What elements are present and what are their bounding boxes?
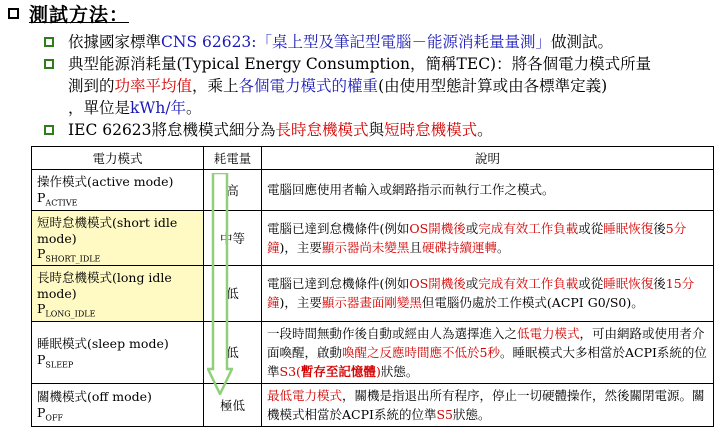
description-segment: 。睡眠模式大多相當於ACPI系統的位準 xyxy=(267,344,707,379)
green-square-bullet-icon xyxy=(44,125,54,135)
description-segment: 完成有效工作負載 xyxy=(478,276,579,292)
table-row xyxy=(32,210,714,266)
description-segment: 完成有效工作負載 xyxy=(478,220,579,236)
description-segment: 5分鐘 xyxy=(267,220,687,255)
power-mode-name: 關機模式(off mode) xyxy=(37,388,152,404)
description-segment: 狀態。 xyxy=(452,406,491,422)
power-mode-cell xyxy=(32,210,204,266)
square-bullet-icon xyxy=(8,8,19,19)
bullet-2 xyxy=(44,53,704,119)
bullet-2-line-1: 典型能源消耗量(Typical Energy Consumption，簡稱TEC)：將各個電力模式所量 xyxy=(68,55,652,73)
description-segment: OS開機後 xyxy=(409,220,466,236)
description-segment: 顯示器畫面剛變黑 xyxy=(321,295,422,311)
power-symbol-subscript: ACTIVE xyxy=(45,198,78,208)
table-header-row xyxy=(32,147,714,170)
power-symbol-subscript: SHORT_IDLE xyxy=(45,254,101,263)
description-segment: )，主要 xyxy=(279,239,322,255)
description-segment: ，可由網路或使用者介面喚醒，啟動 xyxy=(267,325,705,360)
decreasing-power-arrow-icon xyxy=(207,173,233,395)
bullet-3-short-idle: 短時怠機模式 xyxy=(384,121,478,139)
power-symbol: P xyxy=(37,301,46,316)
power-mode-name: 睡眠模式(sleep mode) xyxy=(37,336,169,352)
description-segment: )，主要 xyxy=(279,295,322,311)
green-square-bullet-icon xyxy=(44,59,54,69)
description-segment: 喚醒之反應時間應不低於5秒 xyxy=(342,344,500,360)
description-segment: 或 xyxy=(465,220,479,236)
bullet-3 xyxy=(44,119,704,141)
description-segment: S3( xyxy=(279,363,301,379)
description-segment: 電腦回應使用者輸入或網路指示而執行工作之模式。 xyxy=(267,182,555,198)
power-mode-name: 操作模式(active mode) xyxy=(37,174,174,189)
power-mode-cell xyxy=(32,321,204,383)
bullet-1-text: 依據國家標準 xyxy=(68,33,162,51)
bullet-3-text: IEC 62623將怠機模式細分為 xyxy=(68,121,276,139)
description-segment: 後 xyxy=(653,276,666,292)
description-segment: 睡眠恢復 xyxy=(603,276,654,292)
description-segment: 且 xyxy=(409,239,422,255)
consumption-level: 中等 xyxy=(204,210,262,266)
description-segment: 。 xyxy=(496,239,510,255)
description-segment: ) xyxy=(375,363,381,379)
table-row xyxy=(32,383,714,426)
description-segment: 或從 xyxy=(578,276,604,292)
mode-description xyxy=(262,266,714,322)
description-segment: 最低電力模式 xyxy=(267,387,343,403)
bullet-2-text: 測到的 xyxy=(68,77,115,95)
bullet-3-long-idle: 長時怠機模式 xyxy=(275,121,369,139)
power-symbol: P xyxy=(37,352,46,368)
bullet-2-highlight-power: 功率平均值 xyxy=(114,77,193,95)
power-symbol: P xyxy=(37,190,46,205)
power-mode-cell xyxy=(32,170,204,211)
description-segment: 或從 xyxy=(578,220,604,236)
bullet-1 xyxy=(44,31,704,53)
consumption-level: 低 xyxy=(204,321,262,383)
description-segment: 硬碟持續運轉 xyxy=(421,239,497,255)
power-mode-cell xyxy=(32,266,204,322)
description-segment: 低電力模式 xyxy=(517,325,580,341)
bullet-2-highlight-weight: 各個電力模式的權重 xyxy=(238,77,379,95)
description-segment: S5 xyxy=(436,406,453,422)
consumption-level: 高 xyxy=(204,170,262,211)
green-square-bullet-icon xyxy=(44,37,54,47)
power-mode-cell xyxy=(32,383,204,426)
description-segment: 狀態。 xyxy=(380,363,419,379)
power-mode-table xyxy=(31,146,714,427)
description-segment: 暫存至記憶體 xyxy=(300,363,376,379)
mode-description xyxy=(262,170,714,211)
consumption-level: 低 xyxy=(204,266,262,322)
bullet-2-text: 。 xyxy=(186,99,202,117)
consumption-level: 極低 xyxy=(204,383,262,426)
bullet-2-text: ，乘上 xyxy=(192,77,239,95)
description-segment: OS開機後 xyxy=(409,276,466,292)
description-segment: 電腦已達到怠機條件(例如 xyxy=(267,276,410,292)
table-row xyxy=(32,321,714,383)
mode-description xyxy=(262,321,714,383)
description-segment: 睡眠恢復 xyxy=(603,220,654,236)
page-title: 測試方法： xyxy=(29,3,130,26)
table-row xyxy=(32,266,714,322)
bullet-1-standard: CNS 62623:「桌上型及筆記型電腦－能源消耗量量測」 xyxy=(161,33,552,51)
description-segment: 一段時間無動作後自動或經由人為選擇進入之 xyxy=(267,325,518,341)
header-description: 說明 xyxy=(262,147,714,170)
description-segment: 但電腦仍處於工作模式(ACPI G0/S0)。 xyxy=(421,295,644,311)
power-symbol: P xyxy=(37,404,46,420)
power-symbol: P xyxy=(37,245,46,261)
bullet-2-text: ，單位是 xyxy=(68,99,131,117)
mode-description xyxy=(262,383,714,426)
header-power-mode: 電力模式 xyxy=(32,147,204,170)
power-symbol-subscript: SLEEP xyxy=(45,360,74,370)
description-segment: 後 xyxy=(653,220,666,236)
bullet-2-unit: kWh/年 xyxy=(130,99,187,117)
bullet-3-text: 與 xyxy=(368,121,385,139)
title-row xyxy=(8,0,129,26)
power-mode-name: 短時怠機模式(short idle mode) xyxy=(37,214,178,246)
bullet-1-suffix: 做測試。 xyxy=(551,33,614,51)
power-mode-name: 長時怠機模式(long idle mode) xyxy=(37,270,172,301)
power-symbol-subscript: OFF xyxy=(45,413,64,423)
power-symbol-subscript: LONG_IDLE xyxy=(45,309,96,319)
description-segment: 顯示器尚未變黑 xyxy=(321,239,410,255)
mode-description xyxy=(262,210,714,266)
table-row xyxy=(32,170,714,211)
bullet-3-text: 。 xyxy=(477,121,493,139)
header-consumption: 耗電量 xyxy=(204,147,262,170)
description-segment: 電腦已達到怠機條件(例如 xyxy=(267,220,410,236)
bullet-2-text: (由使用型態計算或由各標準定義) xyxy=(378,77,608,95)
description-segment: 15分鐘 xyxy=(267,276,695,311)
description-segment: 或 xyxy=(465,276,479,292)
description-segment: ，關機是指退出所有程序，停止一切硬體操作，然後關閉電源。關機模式相當於ACPI系統的位準 xyxy=(267,387,705,422)
